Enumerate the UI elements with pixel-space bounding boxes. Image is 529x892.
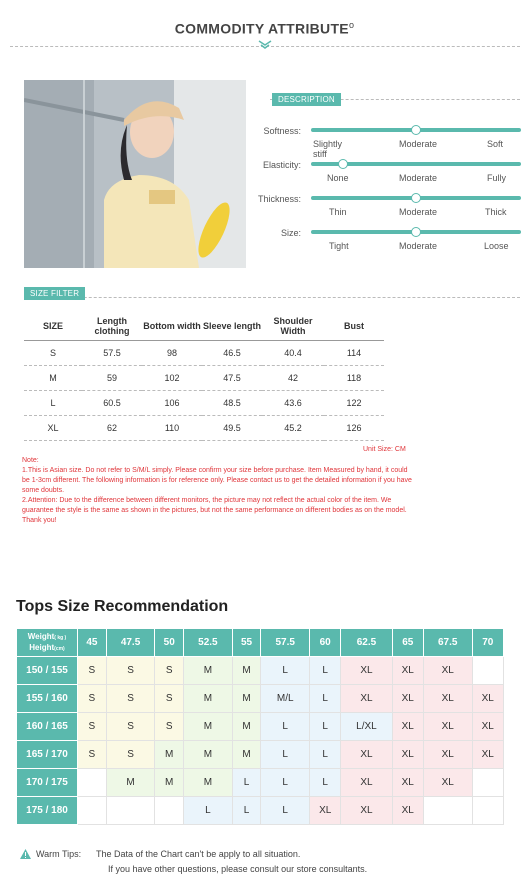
size-cell: XL [392, 769, 423, 797]
col-header: Shoulder Width [273, 315, 313, 336]
size-cell: L [232, 769, 261, 797]
size-cell: L [309, 769, 340, 797]
size-cell: L [261, 797, 310, 825]
size-cell [423, 797, 472, 825]
weight-header: 67.5 [423, 629, 472, 657]
table-row [17, 685, 504, 713]
size-cell: M [232, 713, 261, 741]
size-cell: XL [341, 657, 392, 685]
table-cell: 40.4 [284, 347, 302, 358]
description-tag: DESCRIPTION [272, 93, 341, 106]
warm-tips-line-1: The Data of the Chart can't be apply to all situation. [96, 849, 301, 859]
size-cell: S [106, 685, 155, 713]
size-cell: S [78, 713, 107, 741]
option-mid: Moderate [399, 139, 438, 149]
table-cell: M [49, 372, 57, 383]
size-cell [78, 769, 107, 797]
size-cell: XL [309, 797, 340, 825]
attribute-label: Thickness: [257, 194, 301, 204]
size-cell: L [309, 741, 340, 769]
height-header: 160 / 165 [17, 713, 78, 741]
size-cell: XL [392, 685, 423, 713]
size-cell: M [106, 769, 155, 797]
height-header: 165 / 170 [17, 741, 78, 769]
table-row [17, 741, 504, 769]
option-mid: Moderate [399, 241, 438, 251]
size-cell: L [261, 769, 310, 797]
size-cell [472, 769, 503, 797]
weight-header: 62.5 [341, 629, 392, 657]
size-cell: M/L [261, 685, 310, 713]
note-line-2: 2.Attention: Due to the difference between different monitors, the picture may not reflect the actual color of the item. We guarantee the style is the same as shown in the pictures, but not the same performance on different bodies as on the model. Thank you! [22, 497, 407, 524]
height-header: 150 / 155 [17, 657, 78, 685]
size-cell: XL [472, 741, 503, 769]
option-high: Soft [487, 139, 504, 149]
warning-icon [20, 849, 31, 859]
table-cell: 47.5 [223, 372, 241, 383]
size-table [24, 312, 384, 441]
recommendation-header-row [17, 629, 504, 657]
table-row [17, 769, 504, 797]
height-header: 175 / 180 [17, 797, 78, 825]
col-header: Bust [344, 320, 364, 331]
weight-header: 60 [309, 629, 340, 657]
size-cell: XL [392, 657, 423, 685]
attribute-knob [411, 227, 421, 237]
table-cell: 46.5 [223, 347, 241, 358]
size-cell: XL [472, 685, 503, 713]
table-row [24, 390, 384, 415]
product-photo [24, 80, 246, 268]
size-cell: S [155, 685, 184, 713]
size-cell: L [261, 657, 310, 685]
table-cell: 106 [164, 397, 180, 408]
option-low: Slightly stiff [313, 139, 343, 159]
size-cell: L [309, 657, 340, 685]
size-cell: M [184, 713, 233, 741]
table-cell: 102 [164, 372, 180, 383]
table-cell: 110 [164, 422, 180, 433]
corner-height: Height [29, 642, 55, 652]
col-header: Length clothing [94, 315, 130, 336]
size-cell [106, 797, 155, 825]
table-cell: 60.5 [103, 397, 121, 408]
size-cell: XL [392, 741, 423, 769]
table-cell: 45.2 [284, 422, 302, 433]
size-cell [472, 657, 503, 685]
warm-tips-label: Warm Tips: [36, 849, 82, 859]
size-cell: M [232, 685, 261, 713]
table-row [17, 713, 504, 741]
attribute-knob [411, 125, 421, 135]
size-cell: L [309, 685, 340, 713]
size-cell: M [155, 741, 184, 769]
size-cell: S [106, 713, 155, 741]
table-cell: 118 [346, 372, 362, 383]
attribute-label: Size: [280, 228, 301, 238]
size-cell: S [106, 657, 155, 685]
size-cell: S [78, 685, 107, 713]
note-line-1: 1.This is Asian size. Do not refer to S/M/L simply. Please confirm your size before purchase. Item Measured by hand, it could be 1-3cm different. The following information is for reference only. Please contact us to get the detailed information if you have some doubts. [22, 467, 412, 494]
table-cell: 59 [106, 372, 117, 383]
size-cell: L [261, 741, 310, 769]
weight-header: 47.5 [106, 629, 155, 657]
attribute-label: Elasticity: [262, 160, 301, 170]
weight-header: 65 [392, 629, 423, 657]
table-cell: 57.5 [103, 347, 121, 358]
col-header: SIZE [42, 320, 63, 331]
option-high: Loose [484, 241, 509, 251]
recommendation-title: Tops Size Recommendation [16, 598, 229, 615]
table-cell: 114 [346, 347, 362, 358]
table-cell: L [50, 397, 56, 408]
size-cell: M [184, 741, 233, 769]
size-cell: XL [423, 713, 472, 741]
size-cell [472, 797, 503, 825]
table-row [24, 415, 384, 440]
table-row [17, 657, 504, 685]
size-table-header [24, 312, 384, 340]
warm-tips-line-2: If you have other questions, please consult our store consultants. [108, 864, 368, 874]
size-cell: XL [341, 797, 392, 825]
size-cell: XL [341, 741, 392, 769]
height-header: 155 / 160 [17, 685, 78, 713]
size-cell: L [184, 797, 233, 825]
size-cell: L [232, 797, 261, 825]
size-cell: L/XL [341, 713, 392, 741]
table-row [24, 340, 384, 365]
size-cell: XL [341, 685, 392, 713]
size-cell: S [106, 741, 155, 769]
table-cell: 62 [106, 422, 117, 433]
table-cell: 42 [287, 372, 298, 383]
size-cell: S [78, 657, 107, 685]
corner-height-unit: (cm) [54, 645, 65, 652]
option-low: Tight [329, 241, 349, 251]
size-cell [155, 797, 184, 825]
size-cell: XL [341, 769, 392, 797]
option-high: Fully [487, 173, 507, 183]
unit-size: Unit Size: CM [363, 446, 406, 453]
weight-header: 50 [155, 629, 184, 657]
chevron-down-icon [258, 40, 272, 50]
size-cell: L [309, 713, 340, 741]
attribute-knob [411, 193, 421, 203]
size-cell [78, 797, 107, 825]
weight-header: 70 [472, 629, 503, 657]
size-cell: S [78, 741, 107, 769]
weight-header: 55 [232, 629, 261, 657]
size-filter-divider [24, 297, 520, 298]
table-row [24, 365, 384, 390]
option-high: Thick [485, 207, 507, 217]
weight-header: 57.5 [261, 629, 310, 657]
size-cell: S [155, 713, 184, 741]
size-cell: M [232, 741, 261, 769]
option-low: Thin [329, 207, 347, 217]
size-cell: M [184, 769, 233, 797]
table-cell: 98 [166, 347, 177, 358]
height-header: 170 / 175 [17, 769, 78, 797]
size-cell: XL [423, 769, 472, 797]
size-note [22, 456, 417, 526]
col-header: Sleeve length [202, 320, 262, 331]
size-cell: M [184, 685, 233, 713]
size-cell: XL [423, 741, 472, 769]
table-row [17, 797, 504, 825]
option-mid: Moderate [399, 173, 438, 183]
recommendation-table [16, 628, 504, 825]
col-header: Bottom width [143, 320, 201, 331]
size-cell: XL [392, 797, 423, 825]
table-cell: 48.5 [223, 397, 241, 408]
size-cell: XL [472, 713, 503, 741]
attribute-knob [338, 159, 348, 169]
table-cell: 126 [346, 422, 362, 433]
table-cell: 43.6 [284, 397, 302, 408]
size-cell: S [155, 657, 184, 685]
title-mark: o [348, 20, 355, 30]
weight-header: 45 [78, 629, 107, 657]
size-cell: XL [423, 657, 472, 685]
note-heading: Note: [22, 457, 39, 464]
corner-weight-unit: ( kg ) [54, 634, 67, 641]
option-mid: Moderate [399, 207, 438, 217]
weight-header: 52.5 [184, 629, 233, 657]
size-filter-tag: SIZE FILTER [24, 287, 85, 300]
table-cell: XL [47, 422, 59, 433]
size-cell: M [232, 657, 261, 685]
table-cell: 49.5 [223, 422, 241, 433]
size-cell: XL [423, 685, 472, 713]
table-cell: 122 [346, 397, 362, 408]
attribute-label: Softness: [263, 126, 301, 136]
size-cell: M [155, 769, 184, 797]
size-cell: L [261, 713, 310, 741]
section-title: COMMODITY ATTRIBUTE$^o$ [174, 20, 355, 37]
size-cell: M [184, 657, 233, 685]
size-cell: XL [392, 713, 423, 741]
table-corner [17, 629, 78, 657]
corner-weight: Weight [27, 631, 55, 641]
table-cell: S [49, 347, 56, 358]
option-low: None [327, 173, 349, 183]
